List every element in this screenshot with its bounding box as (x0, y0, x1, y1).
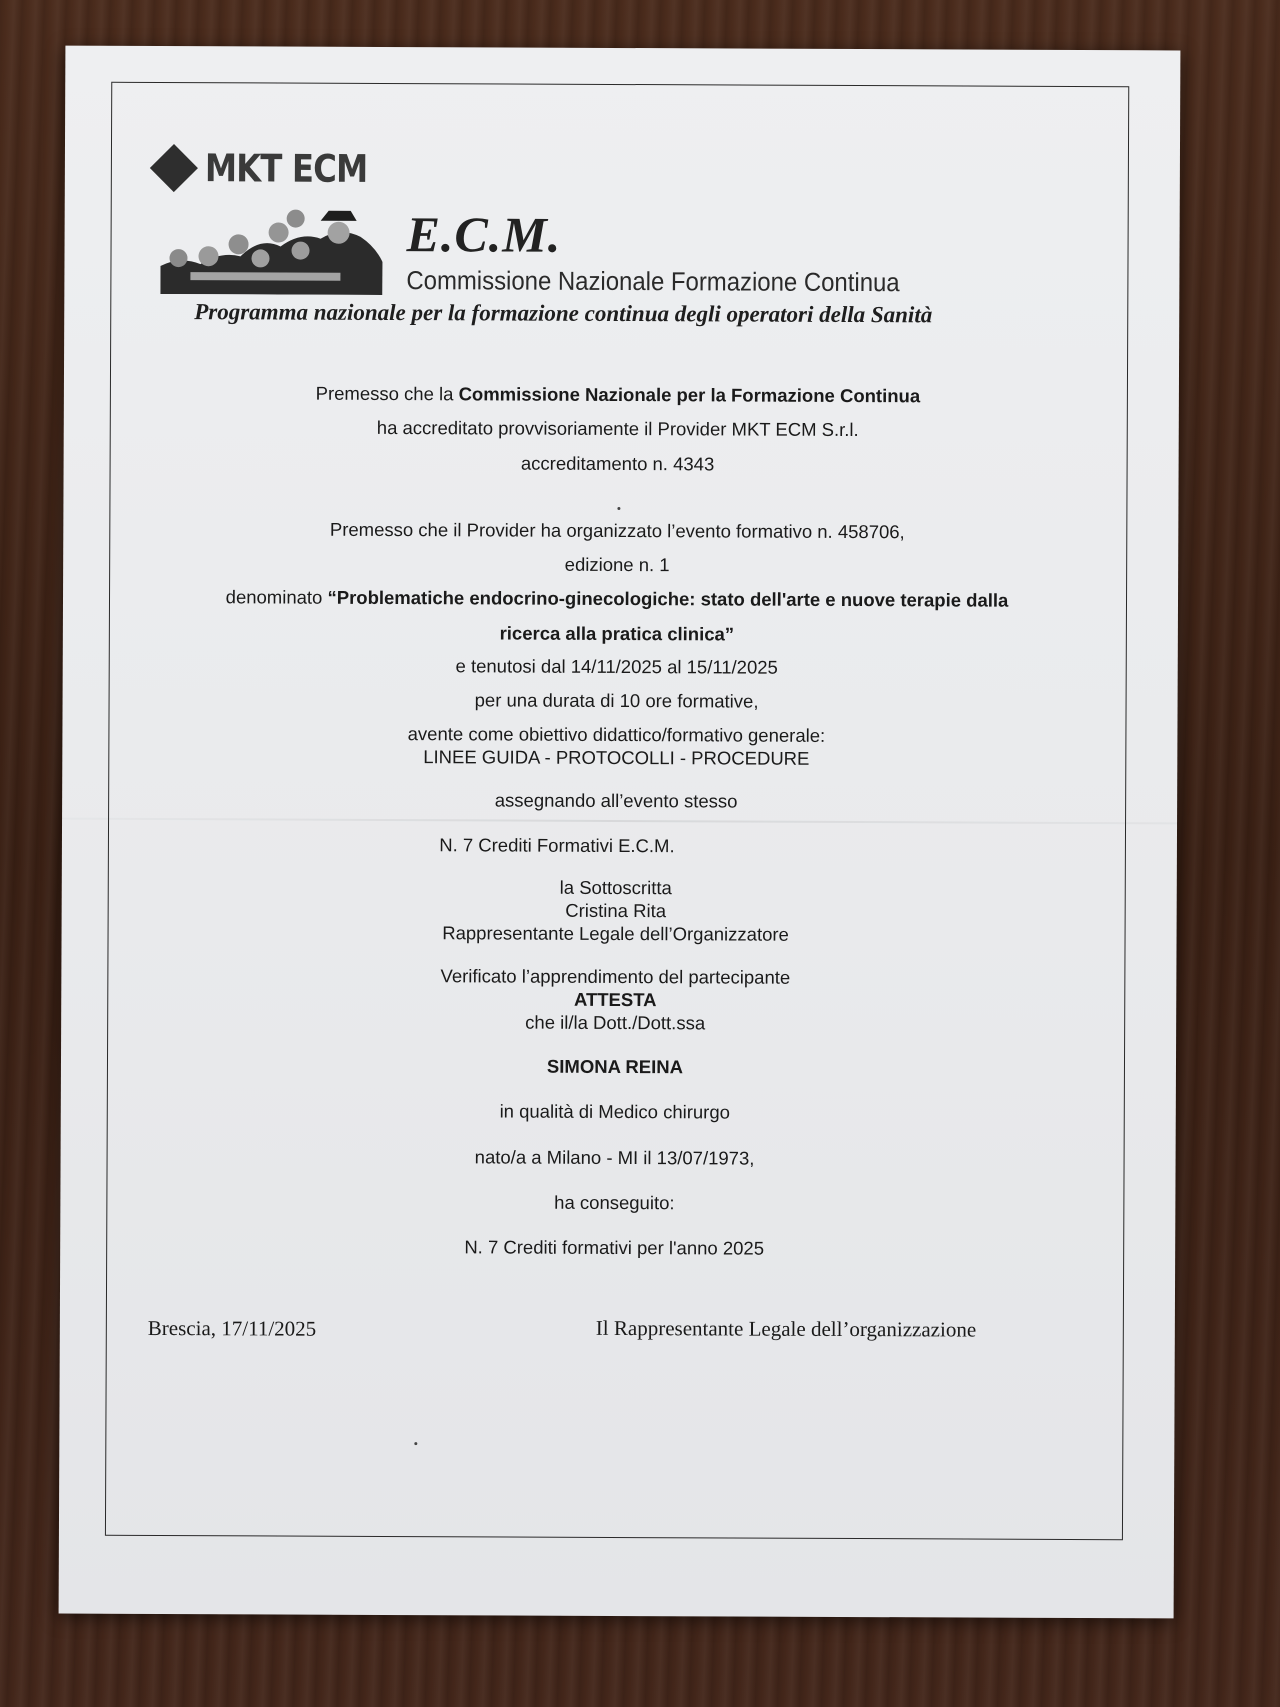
tenutosi-line: e tenutosi dal 14/11/2025 al 15/11/2025 (455, 655, 778, 678)
che-line: che il/la Dott./Dott.ssa (525, 1011, 706, 1034)
premesso-evento-line: Premesso che il Provider ha organizzato l’evento formativo n. 458706, (329, 518, 905, 543)
signature-caption: Il Rappresentante Legale dell’organizzazione (595, 1315, 977, 1342)
mkt-ecm-logo (157, 146, 396, 191)
verificato-line: Verificato l’apprendimento del partecipante (440, 965, 791, 988)
diamond-icon (150, 144, 198, 192)
sottoscritta-line: la Sottoscritta (559, 876, 672, 899)
stray-dot (617, 507, 620, 510)
assegnando-line: assegnando all’evento stesso (494, 789, 738, 812)
qualita-line: in qualità di Medico chirurgo (499, 1100, 730, 1123)
programma-heading: Programma nazionale per la formazione continua degli operatori della Sanità (194, 299, 933, 328)
group-portrait-image (160, 206, 382, 295)
place-date: Brescia, 17/11/2025 (147, 1315, 317, 1341)
ruolo-line: Rappresentante Legale dell’Organizzatore (442, 922, 789, 945)
durata-line: per una durata di 10 ore formative, (474, 689, 759, 712)
edizione-line: edizione n. 1 (564, 553, 670, 576)
premesso-commissione-line: Premesso che la Commissione Nazionale per la Formazione Continua (315, 382, 921, 407)
denominato-line: denominato “Problematiche endocrino-ginecologiche: stato dell'arte e nuove terapie dalla (225, 586, 1009, 611)
accreditamento-line: accreditamento n. 4343 (520, 452, 715, 475)
nascita-line: nato/a a Milano - MI il 13/07/1973, (474, 1146, 755, 1169)
participant-name: SIMONA REINA (546, 1055, 684, 1078)
ecm-title: E.C.M. (406, 206, 562, 263)
certificate-paper (59, 46, 1181, 1619)
accreditato-line: ha accreditato provvisoriamente il Provider MKT ECM S.r.l. (376, 416, 859, 441)
conseguito-line: ha conseguito: (554, 1191, 675, 1214)
event-title-line2: ricerca alla pratica clinica” (499, 622, 735, 645)
obiettivo-line: avente come obiettivo didattico/formativo generale: (407, 723, 826, 746)
stray-dot-bottom (414, 1442, 417, 1445)
attesta-heading: ATTESTA (573, 988, 657, 1011)
ecm-subtitle: Commissione Nazionale Formazione Continua (406, 265, 900, 298)
rappresentante-name: Cristina Rita (565, 899, 667, 922)
brand-name: MKT ECM (204, 146, 368, 191)
obiettivo-value: LINEE GUIDA - PROTOCOLLI - PROCEDURE (423, 746, 810, 769)
crediti-anno-line: N. 7 Crediti formativi per l'anno 2025 (464, 1236, 765, 1259)
crediti-evento-line: N. 7 Crediti Formativi E.C.M. (439, 834, 675, 857)
